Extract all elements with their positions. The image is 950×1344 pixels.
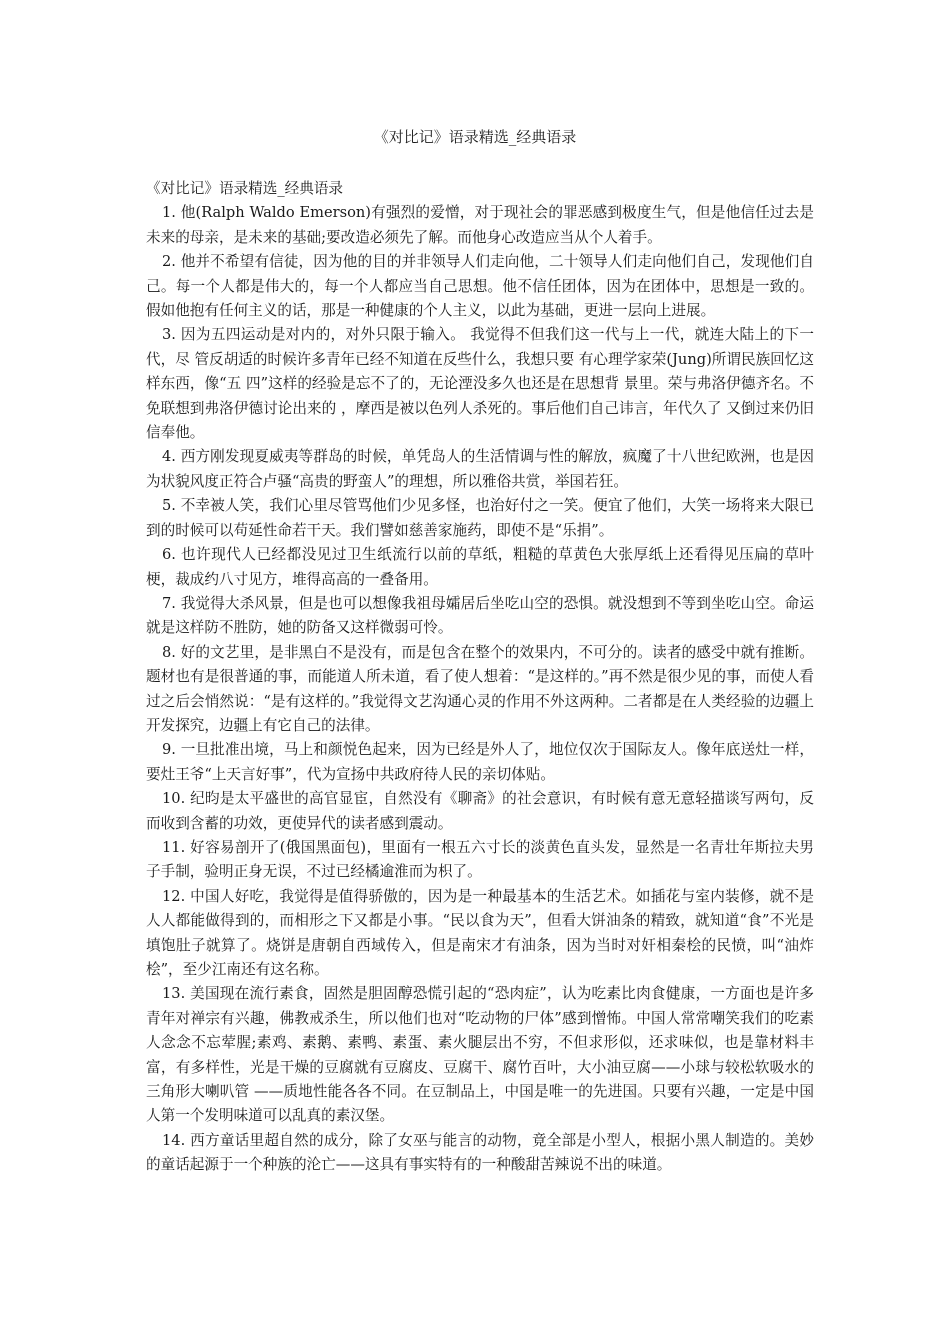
quote-paragraph-10: 10. 纪昀是太平盛世的高官显宦，自然没有《聊斋》的社会意识，有时候有意无意轻描谈写两句，反而收到含蓄的功效，更使异代的读者感到震动。 bbox=[146, 790, 814, 832]
quote-paragraph-4: 4. 西方刚发现夏威夷等群岛的时候，单凭岛人的生活情调与性的解放，疯魔了十八世纪欧洲，也是因为状貌风度正符合卢骚“高贵的野蛮人”的理想，所以雅俗共赏，举国若狂。 bbox=[146, 448, 814, 490]
quote-paragraph-9: 9. 一旦批准出境，马上和颜悦色起来，因为已经是外人了，地位仅次于国际友人。像年底送灶一样，要灶王爷“上天言好事”，代为宣扬中共政府待人民的亲切体贴。 bbox=[146, 741, 814, 783]
quote-paragraph-6: 6. 也许现代人已经都没见过卫生纸流行以前的草纸，粗糙的草黄色大张厚纸上还看得见压扁的草叶梗，裁成约八寸见方，堆得高高的一叠备用。 bbox=[146, 546, 814, 588]
quote-paragraph-2: 2. 他并不希望有信徒，因为他的目的并非领导人们走向他，二十领导人们走向他们自己，发现他们自己。每一个人都是伟大的，每一个人都应当自己思想。他不信任团体，因为在团体中，思想是一致的。假如他抱有任何主义的话，那是一种健康的个人主义，以此为基础，更进一层向上进展。 bbox=[146, 253, 814, 320]
document-title: 《对比记》语录精选_经典语录 bbox=[373, 128, 577, 146]
quote-paragraph-8: 8. 好的文艺里，是非黑白不是没有，而是包含在整个的效果内，不可分的。读者的感受中就有推断。题材也有是很普通的事，而能道人所未道，看了使人想着：“是这样的。”再不然是很少见的事，而使人看过之后会悄然说：“是有这样的。”我觉得文艺沟通心灵的作用不外这两种。二者都是在人类经验的边疆上开发探究，边疆上有它自己的法律。 bbox=[146, 643, 814, 734]
quote-paragraph-7: 7. 我觉得大杀风景，但是也可以想像我祖母孀居后坐吃山空的恐惧。就没想到不等到坐吃山空。命运就是这样防不胜防，她的防备又这样微弱可怜。 bbox=[146, 594, 814, 637]
quote-paragraph-1: 1. 他(Ralph Waldo Emerson)有强烈的爱憎，对于现社会的罪恶感到极度生气，但是他信任过去是未来的母亲，是未来的基础;要改造必须先了解。而他身心改造应当从个人着手。 bbox=[146, 204, 814, 246]
document-subtitle: 《对比记》语录精选_经典语录 bbox=[146, 180, 344, 197]
quote-paragraph-13: 13. 美国现在流行素食，固然是胆固醇恐慌引起的“恐肉症”，认为吃素比肉食健康，一方面也是许多青年对禅宗有兴趣，佛教戒杀生，所以他们也对“吃动物的尸体”感到憎怖。中国人常常嘲笑我们的吃素人念念不忘荤腥;素鸡、素鹅、素鸭、素蛋、素火腿层出不穷，不但求形似，还求味似，也是靠材料丰富，有多样性，光是干燥的豆腐就有豆腐皮、豆腐干、腐竹百叶，大小油豆腐——小球与较松软吸水的三角形大喇叭管 ——质地性能各各不同。在豆制品上，中国是唯一的先进国。只要有兴趣，一定是中国人第一个发明味道可以乱真的素汉堡。 bbox=[146, 985, 814, 1125]
quote-paragraph-5: 5. 不幸被人笑，我们心里尽管骂他们少见多怪，也治好付之一笑。便宜了他们，大笑一场将来大限已到的时候可以苟延性命若干天。我们譬如慈善家施药，即使不是“乐捐”。 bbox=[146, 497, 814, 539]
quote-paragraph-14: 14. 西方童话里超自然的成分，除了女巫与能言的动物，竟全部是小型人，根据小黑人制造的。美妙的童话起源于一个种族的沦亡——这具有事实特有的一种酸甜苦辣说不出的味道。 bbox=[146, 1131, 814, 1174]
quote-paragraph-12: 12. 中国人好吃，我觉得是值得骄傲的，因为是一种最基本的生活艺术。如插花与室内装修，就不是人人都能做得到的，而相形之下又都是小事。“民以食为天”，但看大饼油条的精致，就知道“食”不光是填饱肚子就算了。烧饼是唐朝自西域传入，但是南宋才有油条，因为当时对奸相秦桧的民愤，叫“油炸桧”，至少江南还有这名称。 bbox=[146, 887, 814, 978]
quote-paragraph-3: 3. 因为五四运动是对内的，对外只限于输入。 我觉得不但我们这一代与上一代，就连大陆上的下一代，尽 管反胡适的时候许多青年已经不知道在反些什么，我想只要 有心理学家荣(Jung)所谓民族回忆这样东西，像“五 四”这样的经验是忘不了的，无论湮没多久也还是在思想背 景里。荣与弗洛伊德齐名。不免联想到弗洛伊德讨论出来的 ，摩西是被以色列人杀死的。事后他们自己讳言，年代久了 又倒过来仍旧信奉他。 bbox=[146, 326, 814, 442]
quote-paragraph-11: 11. 好容易剖开了(俄国黑面包)，里面有一根五六寸长的淡黄色直头发，显然是一名青壮年斯拉夫男子手制，验明正身无误，不过已经橘逾淮而为枳了。 bbox=[146, 838, 814, 881]
document-body bbox=[146, 177, 814, 1178]
